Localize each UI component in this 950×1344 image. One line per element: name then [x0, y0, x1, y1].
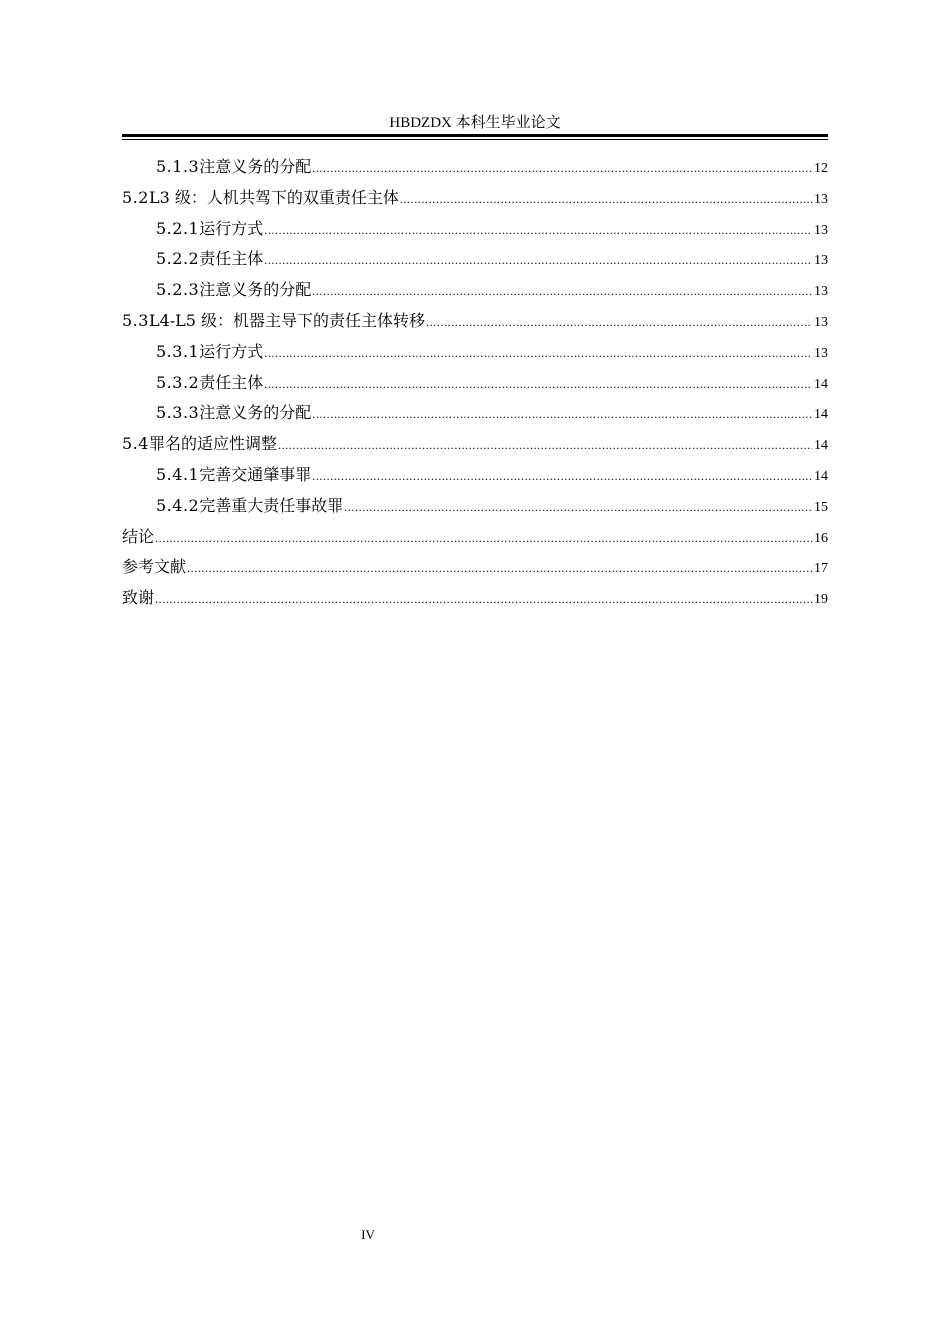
page-number-footer: IV — [361, 1227, 375, 1242]
toc-entry-title: 注意义务的分配 — [199, 157, 312, 176]
toc-entry[interactable] — [122, 152, 828, 183]
toc-leader-dots — [312, 153, 812, 184]
header-rule-thick — [122, 134, 828, 137]
toc-leader-dots — [400, 184, 812, 215]
toc-entry-title: 注意义务的分配 — [199, 280, 312, 300]
toc-entry-number: 5.2.2 — [156, 249, 200, 269]
toc-leader-dots — [264, 245, 812, 276]
toc-entry-title: 运行方式 — [199, 341, 264, 361]
toc-entry-page: 13 — [814, 222, 828, 238]
toc-entry-number: 5.4.2 — [156, 495, 200, 515]
toc-entry-title: L4-L5 级：机器主导下的责任主体转移 — [148, 310, 426, 330]
toc-leader-dots — [264, 369, 812, 400]
toc-leader-dots — [344, 492, 812, 523]
toc-entry[interactable] — [122, 337, 828, 368]
toc-entry[interactable] — [122, 460, 828, 491]
table-of-contents — [122, 152, 828, 614]
toc-entry[interactable] — [122, 275, 828, 306]
toc-entry-number: 5.2.3 — [156, 280, 200, 300]
toc-entry-title: 结论 — [122, 526, 155, 546]
toc-leader-dots — [264, 215, 812, 246]
toc-leader-dots — [278, 430, 812, 461]
toc-entry-number: 5.3.1 — [156, 341, 200, 361]
toc-entry[interactable] — [122, 244, 828, 275]
toc-entry-number: 5.4.1 — [156, 464, 200, 484]
toc-entry-title: L3 级：人机共驾下的双重责任主体 — [148, 187, 399, 207]
toc-entry-number: 5.3.2 — [156, 372, 200, 392]
toc-entry-page: 15 — [814, 499, 828, 515]
toc-entry-page: 16 — [814, 530, 828, 546]
toc-entry[interactable] — [122, 398, 828, 429]
page-header-title: HBDZDX 本科生毕业论文 — [389, 115, 561, 131]
toc-entry-page: 14 — [814, 407, 828, 423]
header-rule-thin — [122, 139, 828, 140]
toc-entry-number: 5.4 — [122, 434, 149, 454]
toc-entry[interactable] — [122, 583, 828, 614]
toc-entry-page: 13 — [814, 253, 828, 269]
toc-leader-dots — [264, 338, 812, 369]
toc-entry-title: 致谢 — [122, 588, 155, 608]
toc-leader-dots — [426, 307, 812, 338]
toc-entry[interactable] — [122, 522, 828, 553]
toc-entry-page: 12 — [814, 161, 828, 176]
toc-entry-title: 完善重大责任事故罪 — [199, 495, 344, 515]
toc-entry-number: 5.2 — [122, 187, 149, 207]
toc-entry-number: 5.2.1 — [156, 218, 200, 238]
toc-entry-title: 完善交通肇事罪 — [199, 464, 312, 484]
toc-entry[interactable] — [122, 306, 828, 337]
toc-entry[interactable] — [122, 368, 828, 399]
toc-leader-dots — [312, 276, 812, 307]
toc-entry-number: 5.3.3 — [156, 403, 200, 423]
toc-entry-title: 罪名的适应性调整 — [148, 434, 277, 454]
toc-entry-page: 13 — [814, 191, 828, 207]
toc-entry-number: 5.3 — [122, 310, 149, 330]
toc-entry-page: 19 — [814, 592, 828, 608]
toc-entry-page: 14 — [814, 438, 828, 454]
toc-entry-title: 责任主体 — [199, 372, 264, 392]
toc-entry-page: 14 — [814, 468, 828, 484]
toc-entry-title: 责任主体 — [199, 249, 264, 269]
toc-entry-number: 5.1.3 — [156, 157, 200, 176]
toc-entry-page: 17 — [814, 561, 828, 577]
toc-entry[interactable] — [122, 183, 828, 214]
toc-entry-title: 参考文献 — [122, 557, 187, 577]
toc-entry[interactable] — [122, 552, 828, 583]
toc-entry-page: 13 — [814, 284, 828, 300]
toc-leader-dots — [187, 553, 812, 584]
toc-entry[interactable] — [122, 214, 828, 245]
toc-entry-page: 13 — [814, 345, 828, 361]
toc-entry[interactable] — [122, 429, 828, 460]
toc-entry-page: 13 — [814, 314, 828, 330]
toc-entry[interactable] — [122, 491, 828, 522]
toc-entry-title: 注意义务的分配 — [199, 403, 312, 423]
toc-leader-dots — [312, 461, 812, 492]
toc-leader-dots — [155, 523, 812, 554]
toc-entry-title: 运行方式 — [199, 218, 264, 238]
toc-leader-dots — [312, 399, 812, 430]
toc-leader-dots — [155, 584, 812, 615]
toc-entry-page: 14 — [814, 376, 828, 392]
